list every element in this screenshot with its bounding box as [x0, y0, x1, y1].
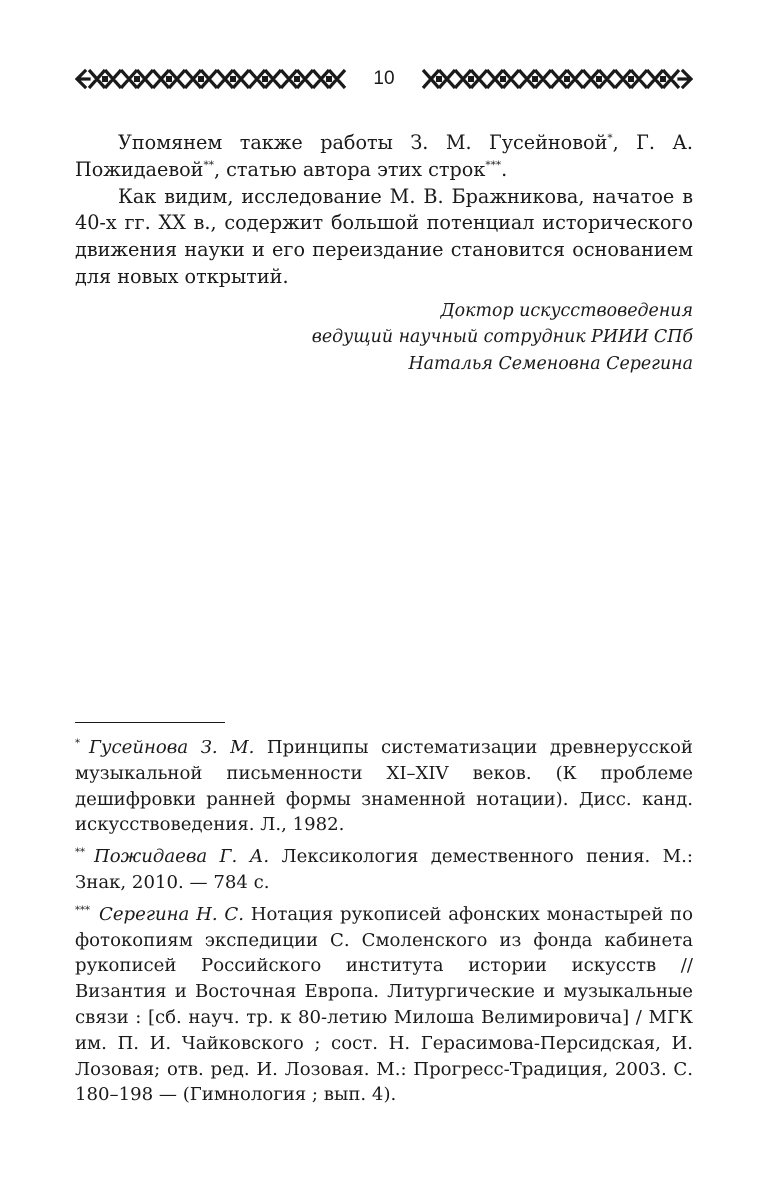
paragraph-1: Упомянем также работы З. М. Гусейновой*, Г. А. Пожидаевой**, статью автора этих строк***.: [75, 131, 694, 181]
footnote-text: Нотация рукописей афонских монастырей по фотокопиям экспедиции С. Смоленского из фонда кабинета рукописей Российского института истории искусств // Византия и Восточная Европа. Литургические и музыкальные связи : [сб. науч. тр. к 80-летию Милоша Велимировича] / МГК им. П. И. Чайковского ; сост. Н. Герасимова-Персидская, И. Лозовая; отв. ред. И. Лозовая. М.: Прогресс-Традиция, 2003. С. 180–198 — (Гимнология ; вып. 4).: [75, 903, 693, 1106]
footnote-2: [75, 844, 693, 896]
footnote-divider: [75, 722, 225, 723]
page-number: 10: [373, 68, 395, 89]
footnote-text: Принципы систематизации древнерусской музыкальной письменности XI–XIV веков. (К проблеме дешифровки ранней формы знаменной нотации). Дисс. канд. искусствоведения. Л., 1982.: [75, 737, 693, 836]
footnote-ref-3[interactable]: ***: [485, 158, 502, 171]
footnote-ref-2[interactable]: **: [203, 158, 214, 171]
footnote-author: Серегина Н. С.: [99, 903, 244, 925]
footnote-ref-1[interactable]: *: [607, 132, 613, 144]
ornament-right-icon: [421, 66, 693, 92]
signature-block: [75, 298, 693, 378]
ornament-left-icon: [75, 66, 347, 92]
footnote-text: Лексикология демественного пения. М.: Знак, 2010. — 784 с.: [75, 846, 693, 893]
footnotes: [75, 735, 693, 1114]
footnote-mark: **: [75, 847, 85, 859]
main-text: [75, 130, 693, 377]
signature-degree: Доктор искусствоведения: [440, 300, 693, 321]
footnote-mark: *: [75, 738, 80, 749]
signature-name: Наталья Семеновна Серегина: [408, 353, 693, 374]
footnote-1: [75, 735, 693, 838]
footnote-author: Пожидаева Г. А.: [94, 846, 270, 868]
footnote-3: [75, 902, 693, 1108]
page-header: [75, 64, 693, 94]
footnote-mark: ***: [75, 904, 90, 916]
paragraph-2: Как видим, исследование М. В. Бражникова, начатое в 40-х гг. XX в., содержит большой потенциал исторического движения науки и его переиздание становится основанием для новых открытий.: [75, 184, 693, 288]
footnote-author: Гусейнова З. М.: [89, 737, 255, 758]
signature-position: ведущий научный сотрудник РИИИ СПб: [311, 327, 693, 348]
